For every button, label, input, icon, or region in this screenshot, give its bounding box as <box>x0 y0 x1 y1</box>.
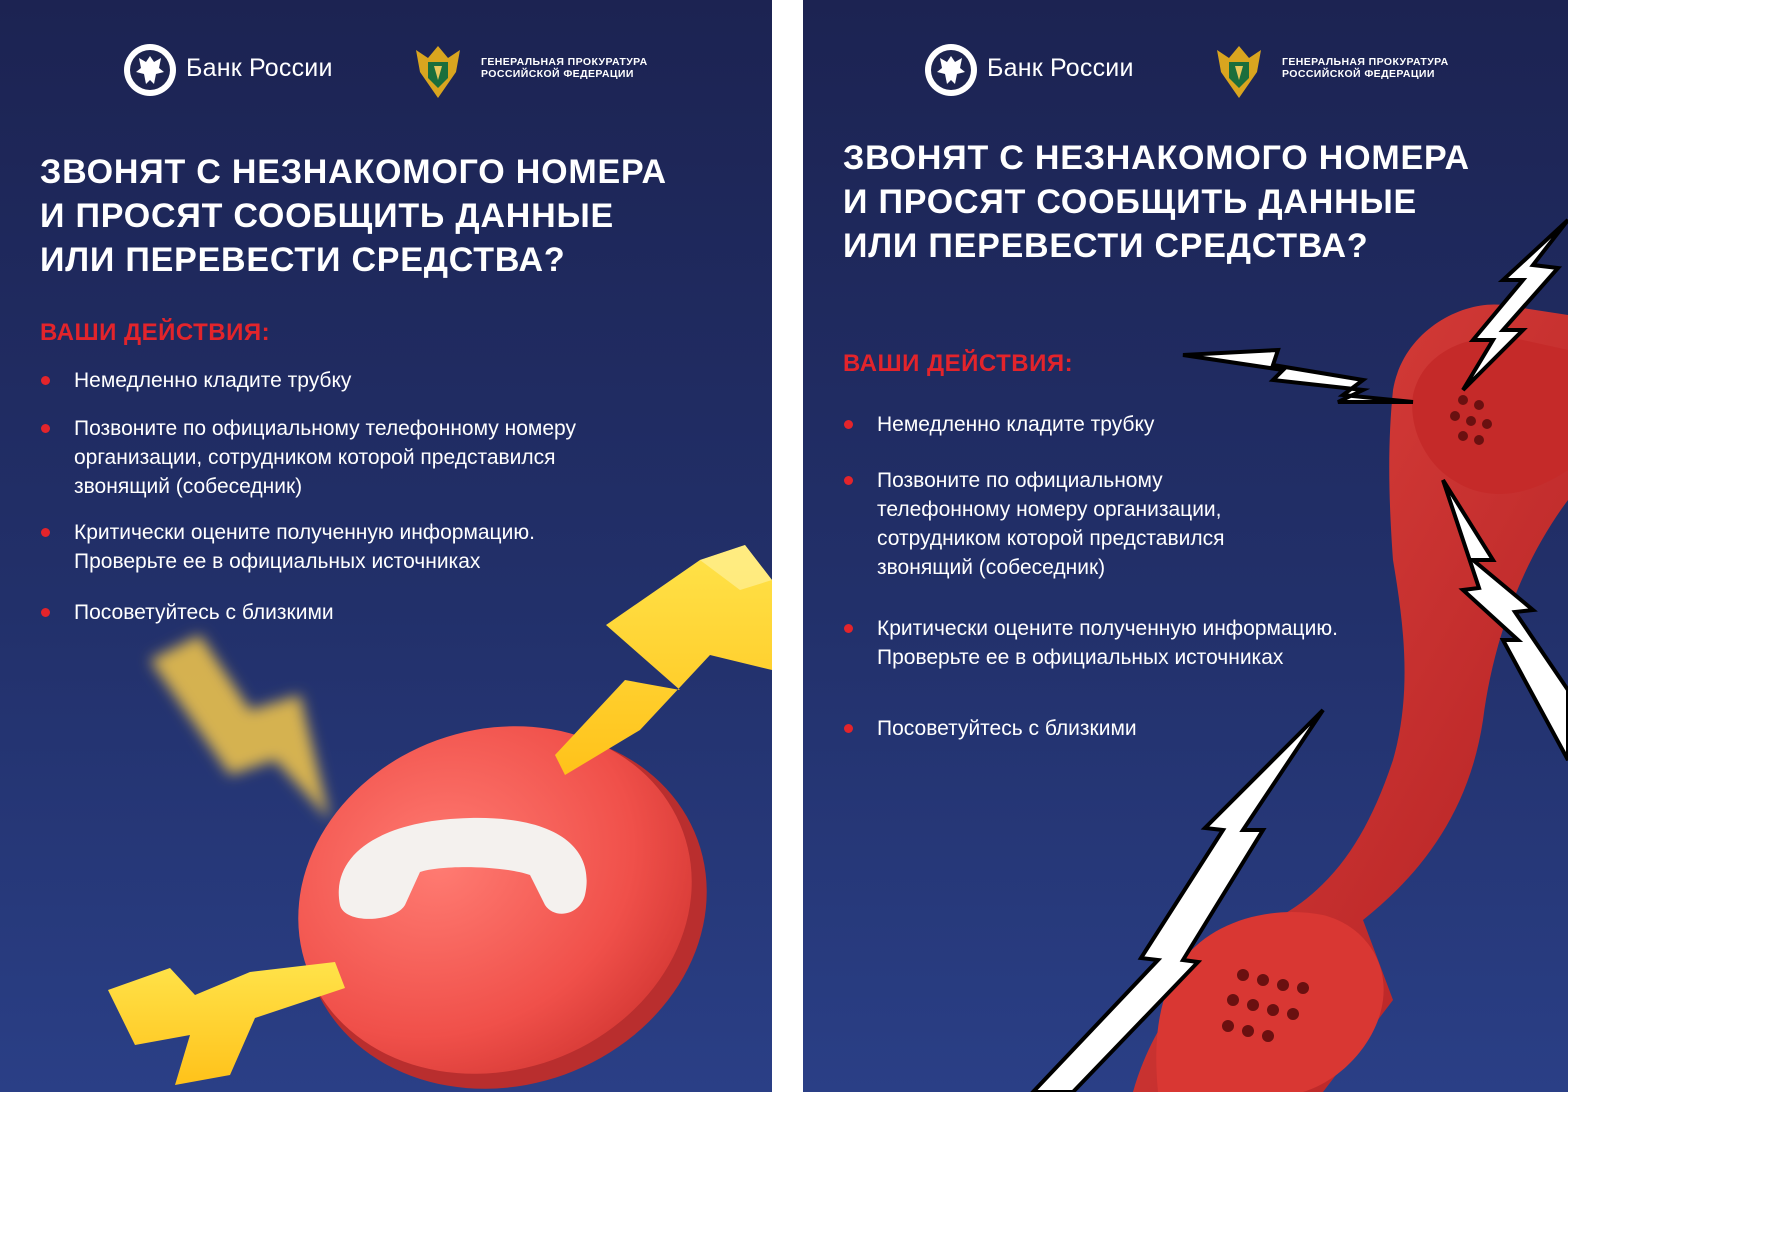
prosecutor-emblem-icon <box>410 40 466 100</box>
blurred-lightning-icon <box>150 635 330 820</box>
bullet-dot-icon <box>41 528 50 537</box>
list-item: Позвоните по официальному телефонному номеру организации, сотрудником которой представился звонящий (собеседник) <box>843 466 1368 582</box>
list-item: Критически оцените полученную информацию. Проверьте ее в официальных источниках <box>843 614 1368 672</box>
bullet-dot-icon <box>41 376 50 385</box>
bullet-dot-icon <box>41 424 50 433</box>
poster-left <box>0 0 772 1092</box>
list-item: Немедленно кладите трубку <box>843 410 1368 439</box>
list-item: Критически оцените полученную информацию. Проверьте ее в официальных источниках <box>40 518 742 576</box>
headline: ЗВОНЯТ С НЕЗНАКОМОГО НОМЕРА И ПРОСЯТ СООБЩИТЬ ДАННЫЕ ИЛИ ПЕРЕВЕСТИ СРЕДСТВА? <box>40 153 667 279</box>
bullet-dot-icon <box>844 420 853 429</box>
list-item: Посоветуйтесь с близкими <box>843 714 1368 743</box>
poster-right <box>803 0 1568 1092</box>
bank-of-russia-logo <box>124 44 176 96</box>
prosecutor-emblem-icon <box>1211 40 1267 100</box>
header <box>0 40 772 100</box>
headline: ЗВОНЯТ С НЕЗНАКОМОГО НОМЕРА И ПРОСЯТ СООБЩИТЬ ДАННЫЕ ИЛИ ПЕРЕВЕСТИ СРЕДСТВА? <box>843 139 1470 265</box>
actions-title: ВАШИ ДЕЙСТВИЯ: <box>843 350 1074 377</box>
bullet-dot-icon <box>844 476 853 485</box>
actions-list <box>843 410 1368 743</box>
actions-title: ВАШИ ДЕЙСТВИЯ: <box>40 319 271 346</box>
lightning-bolt-icon <box>108 962 345 1085</box>
prosecutor-office-name: ГЕНЕРАЛЬНАЯ ПРОКУРАТУРА РОССИЙСКОЙ ФЕДЕРАЦИИ <box>481 56 648 80</box>
bank-name: Банк России <box>987 54 1134 82</box>
bullet-dot-icon <box>844 624 853 633</box>
header <box>803 40 1568 100</box>
bullet-dot-icon <box>844 724 853 733</box>
list-item: Посоветуйтесь с близкими <box>40 598 742 627</box>
prosecutor-office-name: ГЕНЕРАЛЬНАЯ ПРОКУРАТУРА РОССИЙСКОЙ ФЕДЕРАЦИИ <box>1282 56 1449 80</box>
bank-of-russia-logo <box>925 44 977 96</box>
bullet-dot-icon <box>41 608 50 617</box>
bank-name: Банк России <box>186 54 333 82</box>
list-item: Позвоните по официальному телефонному номеру организации, сотрудником которой представился звонящий (собеседник) <box>40 414 742 501</box>
list-item: Немедленно кладите трубку <box>40 366 742 395</box>
actions-list <box>40 366 742 627</box>
hang-up-button-icon <box>249 672 758 1092</box>
poster-divider <box>772 0 803 1092</box>
